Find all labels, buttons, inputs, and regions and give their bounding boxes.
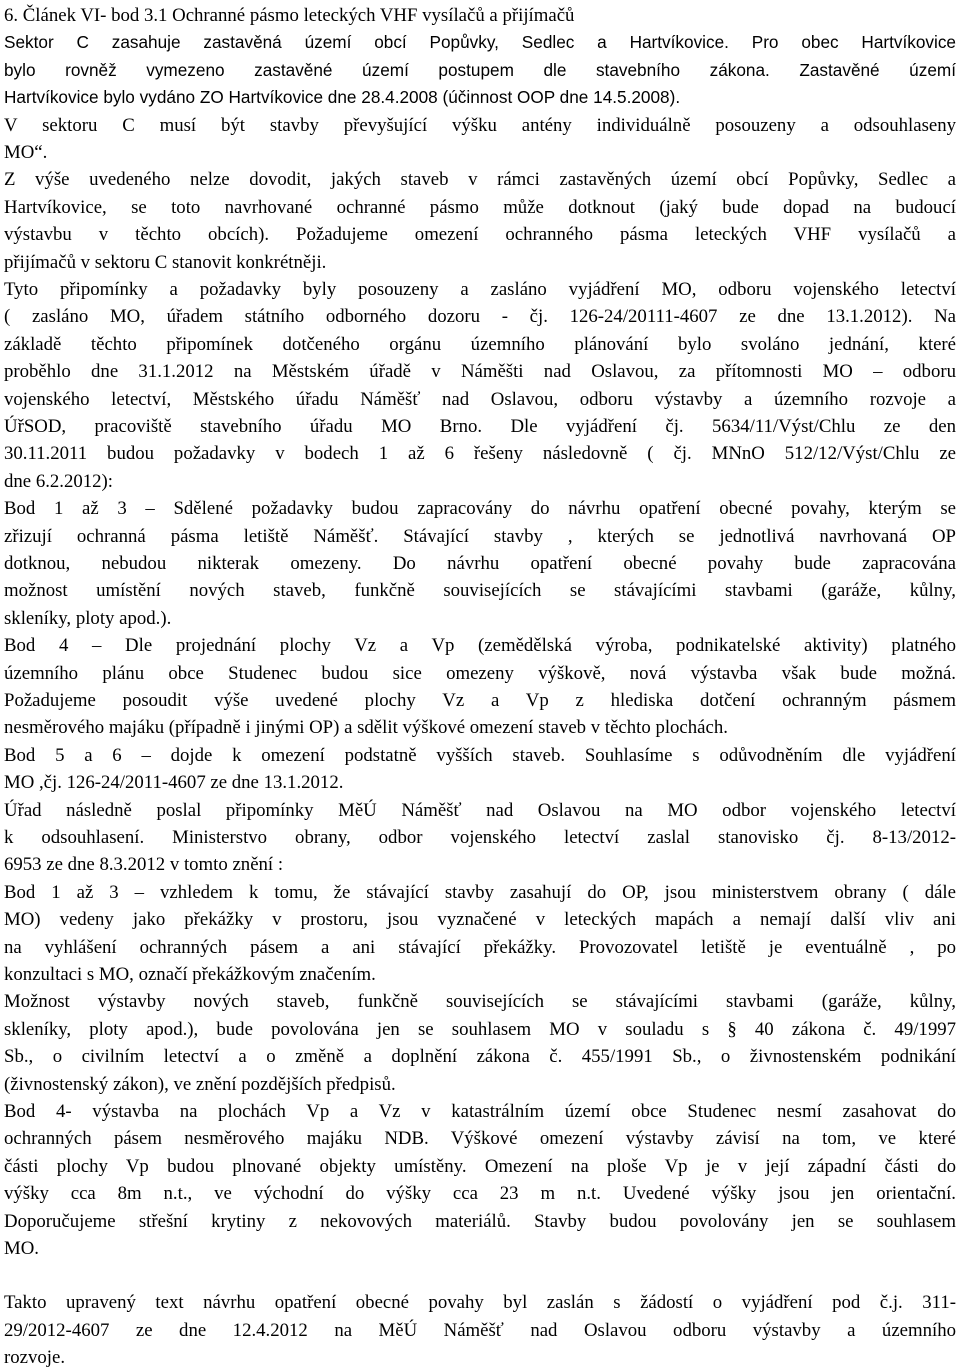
text-line: části plochy Vp budou plnované objekty umístěny. Omezení na ploše Vp je v její západní části do — [4, 1155, 956, 1177]
text-line: skleníky, ploty apod.). — [4, 607, 172, 629]
text-line: Bod 1 až 3 – Sdělené požadavky budou zapracovány do návrhu opatření obecné povahy, kterým se — [4, 498, 956, 520]
text-line: dne 6.2.2012): — [4, 470, 114, 492]
text-line: 29/2012-4607 ze dne 12.4.2012 na MěÚ Náměšť nad Oslavou odboru výstavby a územního — [4, 1319, 956, 1341]
text-line: možnost umístění nových staveb, funkčně souvisejících se stávajícími stavbami (garáže, kůlny, — [4, 580, 956, 602]
text-line: Úřad následně poslal připomínky MěÚ Náměšť nad Oslavou na MO odbor vojenského letectví — [4, 799, 956, 821]
text-line: základě těchto připomínek dotčeného orgánu územního plánování bylo svoláno jednání, které — [4, 333, 956, 355]
text-line: Požadujeme posoudit výše uvedené plochy Vz a Vp z hlediska dotčení ochranným pásmem — [4, 690, 956, 711]
text-line: Bod 1 až 3 – vzhledem k tomu, že stávající stavby zasahují do OP, jsou ministerstvem obrany ( dále — [4, 881, 956, 903]
text-line: rozvoje. — [4, 1347, 66, 1369]
text-line: vojenského letectví, Městského úřadu Náměšť nad Oslavou, odboru výstavby a územního rozvoje a — [4, 388, 956, 410]
text-line: 30.11.2011 budou požadavky v bodech 1 až 6 řešeny následovně ( čj. MNnO 512/12/Výst/Chlu ze — [4, 443, 956, 465]
text-line: 6953 ze dne 8.3.2012 v tomto znění : — [4, 854, 284, 876]
text-line: výstavbu v těchto obcích). Požadujeme omezení ochranného pásma leteckých VHF vysílačů a — [4, 224, 956, 246]
text-line: Bod 4 – Dle projednání plochy Vz a Vp (zemědělská výroba, podnikatelské aktivity) platného — [4, 635, 956, 657]
text-line: nesměrového majáku (případně i jinými OP) a sdělit výškové omezení staveb v těchto plochách. — [4, 717, 728, 739]
text-line: Tyto připomínky a požadavky byly posouzeny a zasláno vyjádření MO, odboru vojenského letectví — [4, 279, 956, 300]
text-line: ÚřSOD, pracoviště stavebního úřadu MO Brno. Dle vyjádření čj. 5634/11/Výst/Chlu ze den — [4, 416, 956, 437]
text-line: Hartvíkovice, se toto navrhované ochranné pásmo může dotknout (jaký bude dopad na budoucí — [4, 196, 956, 218]
text-line: ochranných pásem nesměrového majáku NDB. Výškové omezení výstavby závisí na tom, ve které — [4, 1128, 956, 1150]
text-line: k odsouhlasení. Ministerstvo obrany, odbor vojenského letectví zaslal stanovisko čj. 8-13/2012- — [4, 827, 956, 848]
text-line: Z výše uvedeného nelze dovodit, jakých staveb v rámci zastavěných území obcí Popůvky, Sedlec a — [4, 169, 956, 191]
text-line: přijímačů v sektoru C stanovit konkrétněji. — [4, 251, 327, 273]
text-line: na vyhlášení ochranných pásem a ani stávající překážky. Provozovatel letiště je eventuálně , po — [4, 936, 956, 958]
text-line: 6. Článek VI- bod 3.1 Ochranné pásmo leteckých VHF vysílačů a přijímačů — [4, 5, 575, 26]
text-line: MO“. — [4, 142, 48, 163]
text-line: Sb., o civilním letectví a o změně a doplnění zákona č. 455/1991 Sb., o živnostenském podnikání — [4, 1046, 956, 1068]
text-line: Sektor C zasahuje zastavěná území obcí Popůvky, Sedlec a Hartvíkovice. Pro obec Hartvíkovice — [4, 32, 956, 53]
text-line: Takto upravený text návrhu opatření obecné povahy byl zaslán s žádostí o vyjádření pod č.j. 311- — [4, 1292, 956, 1314]
text-line: konzultaci s MO, označí překážkovým značením. — [4, 964, 376, 985]
text-line: (živnostenský zákon), ve znění pozdějších předpisů. — [4, 1073, 396, 1095]
text-line: Možnost výstavby nových staveb, funkčně souvisejících se stávajícími stavbami (garáže, kůlny, — [4, 991, 956, 1013]
text-line: dotknou, nebudou nikterak omezeny. Do návrhu opatření obecné povahy bude zapracována — [4, 553, 956, 574]
text-line: Bod 4- výstavba na plochách Vp a Vz v katastrálním území obce Studenec nesmí zasahovat do — [4, 1101, 956, 1122]
text-line: MO) vedeny jako překážky v prostoru, jsou vyznačené v leteckých mapách a nemají další vliv ani — [4, 909, 956, 931]
text-line: Hartvíkovice bylo vydáno ZO Hartvíkovice dne 28.4.2008 (účinnost OOP dne 14.5.2008). — [4, 87, 681, 108]
text-line: bylo rovněž vymezeno zastavěné území postupem dle stavebního zákona. Zastavěné území — [4, 59, 956, 80]
text-line: skleníky, ploty apod.), bude povolována jen se souhlasem MO v souladu s § 40 zákona č. 49/1997 — [4, 1018, 956, 1040]
text-line: MO. — [4, 1238, 39, 1259]
text-line: proběhlo dne 31.1.2012 na Městském úřadě v Náměšti nad Oslavou, za přítomnosti MO – odboru — [4, 361, 956, 383]
text-line: ( zasláno MO, úřadem státního odborného dozoru - čj. 126-24/20111-4607 ze dne 13.1.2012). Na — [4, 306, 956, 328]
text-line: zřizují ochranná pásma letiště Náměšť. Stávající stavby , kterých se jednotlivá navrhovaná OP — [4, 525, 956, 547]
text-line: Doporučujeme střešní krytiny z nekovových materiálů. Stavby budou povolovány jen se souhlasem — [4, 1210, 956, 1232]
text-line: Bod 5 a 6 – dojde k omezení podstatně vyšších staveb. Souhlasíme s odůvodněním dle vyjádření — [4, 744, 956, 766]
text-line: územního plánu obce Studenec budou sice omezeny výškově, nová výstavba však bude možná. — [4, 662, 956, 684]
text-line: V sektoru C musí být stavby převyšující výšku antény individuálně posouzeny a odsouhlaseny — [4, 114, 956, 136]
text-line: výšky cca 8m n.t., ve východní do výšky cca 23 m n.t. Uvedené výšky jsou jen orientační. — [4, 1183, 956, 1205]
text-line: MO ,čj. 126-24/2011-4607 ze dne 13.1.2012. — [4, 772, 344, 794]
